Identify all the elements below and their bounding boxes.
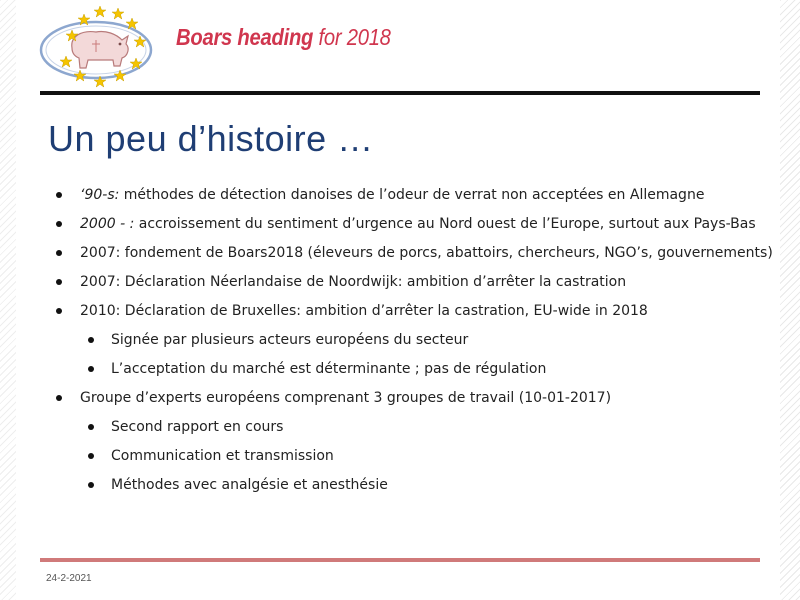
bullet-text: Méthodes avec analgésie et anesthésie xyxy=(111,477,388,493)
bullet-text: méthodes de détection danoises de l’odeur de verrat non acceptées en Allemagne xyxy=(123,187,705,203)
slide-title: Un peu d’histoire … xyxy=(48,118,374,159)
bullet-text: accroissement du sentiment d’urgence au Nord ouest de l’Europe, surtout aux Pays-Bas xyxy=(138,216,756,232)
bullet-text: Signée par plusieurs acteurs européens du secteur xyxy=(111,332,469,348)
right-hatched-border xyxy=(780,0,800,600)
bullet-icon xyxy=(88,482,94,488)
bullet-list xyxy=(48,183,773,502)
bullet-icon xyxy=(88,337,94,343)
header-divider xyxy=(40,91,760,95)
bullet-text: Groupe d’experts européens comprenant 3 groupes de travail (10-01-2017) xyxy=(80,390,612,406)
bullet-icon xyxy=(56,308,62,314)
bullet-icon xyxy=(88,453,94,459)
bullet-text: 2010: Déclaration de Bruxelles: ambition d’arrêter la castration, EU-wide in 2018 xyxy=(80,303,648,319)
footer-date: 24-2-2021 xyxy=(46,573,92,584)
bullet-icon xyxy=(56,250,62,256)
bullet-icon xyxy=(88,366,94,372)
bullet-text: 2007: fondement de Boars2018 (éleveurs de porcs, abattoirs, chercheurs, NGO’s, gouvernements) xyxy=(80,245,773,261)
bullet-text: 2007: Déclaration Néerlandaise de Noordwijk: ambition d’arrêter la castration xyxy=(80,274,627,290)
sub-bullet-item xyxy=(48,328,768,357)
sub-bullet-item xyxy=(48,473,768,502)
bullet-text: Second rapport en cours xyxy=(111,419,284,435)
bullet-icon xyxy=(56,279,62,285)
bullet-item xyxy=(48,386,768,415)
bullet-text: L’acceptation du marché est déterminante ; pas de régulation xyxy=(111,361,547,377)
sub-bullet-item xyxy=(48,444,768,473)
boars2018-logo xyxy=(36,0,166,92)
logo-graphic xyxy=(36,0,166,92)
footer-divider xyxy=(40,558,760,562)
tagline-bold: Boars heading xyxy=(176,24,314,50)
tagline-year: for 2018 xyxy=(313,24,391,50)
bullet-icon xyxy=(56,221,62,227)
sub-bullet-item xyxy=(48,415,768,444)
bullet-icon xyxy=(56,192,62,198)
bullet-lead: 2000 - : xyxy=(80,216,139,232)
bullet-item xyxy=(48,212,768,241)
bullet-icon xyxy=(88,424,94,430)
left-hatched-border xyxy=(0,0,16,600)
bullet-item xyxy=(48,270,768,299)
bullet-text: Communication et transmission xyxy=(111,448,334,464)
bullet-item xyxy=(48,241,773,270)
bullet-item xyxy=(48,299,768,328)
bullet-item xyxy=(48,183,768,212)
bullet-icon xyxy=(56,395,62,401)
logo-tagline xyxy=(176,24,391,51)
sub-bullet-item xyxy=(48,357,768,386)
bullet-lead: ‘90-s: xyxy=(80,187,124,203)
